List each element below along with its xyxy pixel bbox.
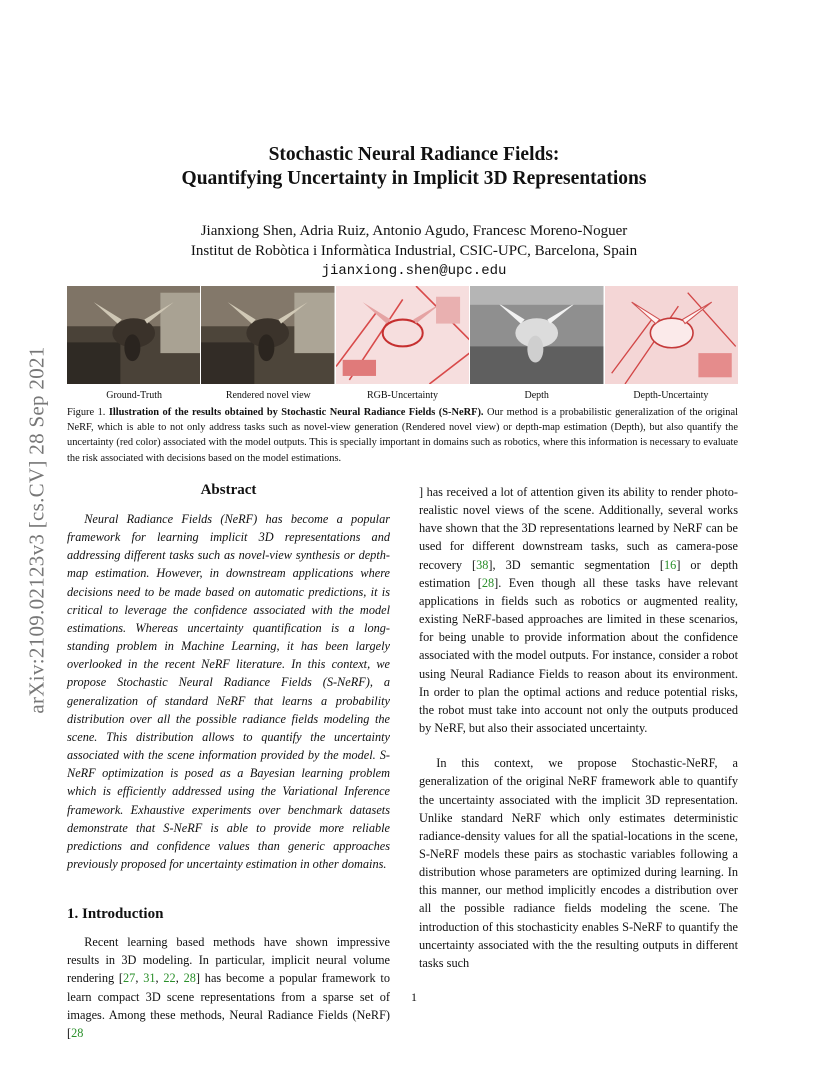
intro-text: ], 3D semantic segmentation [ xyxy=(488,557,665,572)
figure-1-caption xyxy=(67,405,738,466)
title-line-1: Stochastic Neural Radiance Fields: xyxy=(268,144,560,165)
intro-text: ] or depth estimation [ xyxy=(419,557,739,590)
panel-ground-truth-image xyxy=(67,286,200,384)
citation-link[interactable]: 38 xyxy=(476,557,489,572)
citation-link[interactable]: 16 xyxy=(664,557,677,572)
author-names: Jianxiong Shen, Adria Ruiz, Antonio Agudo, Francesc Moreno-Noguer xyxy=(200,223,628,239)
author-block xyxy=(0,221,828,281)
citation-link[interactable]: 22 xyxy=(163,971,176,986)
page-number: 1 xyxy=(411,990,417,1004)
citation-link[interactable]: 28 xyxy=(481,575,495,590)
figure-1-images xyxy=(67,286,738,384)
citation-link[interactable]: 27 xyxy=(123,971,136,986)
figure-1-panel-labels xyxy=(67,390,738,401)
panel-label: Rendered novel view xyxy=(225,390,311,401)
title-line-2: Quantifying Uncertainty in Implicit 3D Representations xyxy=(181,168,647,189)
panel-depth-image xyxy=(470,286,603,384)
author-email: jianxiong.shen@upc.edu xyxy=(321,263,507,279)
caption-text: Our method is a probabilistic generalization of the original NeRF, which is able to not only address tasks such as novel-view generation (Rendered novel view) or depth-map estimation (Depth), but also quantify the uncertainty (red color) associated with the model outputs. This is specially important in domains such as robotics, where this information is necessary to evaluate the risk associated with decisions based on the model estimations. xyxy=(67,407,739,464)
panel-depth-uncertainty-image xyxy=(605,286,738,384)
panel-rendered-novel-view-image xyxy=(201,286,334,384)
intro-paragraph-1-start: Recent learning based methods have shown impressive results in 3D modeling. In particular, implicit neural volume rendering [27, 31, 22, 28] has become a popular framework to learn compact 3D scene representations from a sparse set of images. Among these methods, Neural Radiance Fields (NeRF) [28 xyxy=(67,935,390,1040)
caption-bold: Illustration of the results obtained by Stochastic Neural Radiance Fields (S-NeRF). xyxy=(108,407,484,418)
panel-label: Depth-Uncertainty xyxy=(633,390,709,401)
intro-text: ] has become a popular framework to learn compact 3D scene representations from a sparse set of images. Among these methods, Neural Radiance Fields (NeRF) [ xyxy=(67,971,390,1040)
abstract-text: Neural Radiance Fields (NeRF) has become a popular framework for learning implicit 3D representations and addressing different tasks such as novel-view synthesis or depth-map estimation. However, in downstream applications where decisions need to be made based on automatic predictions, it is critical to leverage the confidence associated with the model estimations. Whereas uncertainty quantification is a long-standing problem in Machine Learning, it has been largely overlooked in the recent NeRF literature. In this context, we propose Stochastic Neural Radiance Fields (S-NeRF), a generalization of standard NeRF that learns a probability distribution over all the possible radiance fields modeling the scene. This distribution allows to quantify the uncertainty associated with the scene information provided by the model. S-NeRF optimization is posed as a Bayesian learning problem which is efficiently addressed using the Variational Inference framework. Exhaustive experiments over benchmark datasets demonstrate that S-NeRF is able to provide more reliable predictions and confidence values than generic approaches previously proposed for uncertainty estimation in other domains. xyxy=(67,512,390,871)
citation-link[interactable]: 28 xyxy=(71,1025,84,1040)
intro-text: ] has received a lot of attention given its ability to render photo-realistic novel views of the scene. Additionally, several works have shown that the 3D representations learned by NeRF can be used for different downstream tasks, such as camera-pose recovery [ xyxy=(419,485,738,572)
abstract-heading: Abstract xyxy=(200,482,257,498)
intro-text: Recent learning based methods have shown impressive results in 3D modeling. In particular, implicit neural volume rendering [ xyxy=(67,935,390,986)
citation-link[interactable]: 31 xyxy=(143,971,156,986)
intro-paragraph-2: In this context, we propose Stochastic-NeRF, a generalization of the original NeRF framework able to quantify the uncertainty associated with the implicit 3D representation. Unlike standard NeRF which only estimates deterministic radiance-density values for all the spatial-locations in the scene, S-NeRF models these pairs as stochastic variables following a distribution whose parameters are optimized during learning. In this manner, our method implicitly encodes a distribution over all the possible radiance fields modeling the scene. The introduction of this stochasticity enables S-NeRF to quantify the uncertainty associated with the the resulting outputs in different tasks such xyxy=(419,756,738,970)
right-column xyxy=(419,483,738,972)
affiliation: Institut de Robòtica i Informàtica Industrial, CSIC-UPC, Barcelona, Spain xyxy=(190,243,638,259)
panel-rgb-uncertainty-image xyxy=(336,286,469,384)
arxiv-sidebar xyxy=(24,290,50,770)
citation-link[interactable]: 28 xyxy=(183,971,196,986)
panel-label: RGB-Uncertainty xyxy=(366,390,439,401)
panel-label: Ground-Truth xyxy=(106,390,162,401)
panel-label: Depth xyxy=(524,390,549,401)
paper-title xyxy=(0,143,828,191)
left-column xyxy=(67,480,390,1042)
intro-text: ]. Even though all these tasks have relevant applications in fields such as robotics or augmented reality, existing NeRF-based approaches are limited in these scenarios, for being unable to provide information about the confidence associated with the model outputs. For instance, consider a robot using Neural Radiance Fields to reason about its environment. In order to plan the optimal actions and reduce potential risks, the robot must take into account not only the outputs produced by NeRF, but also their associated uncertainty. xyxy=(419,575,739,736)
caption-label: Figure 1. xyxy=(67,407,106,418)
arxiv-id: arXiv:2109.02123v3 [cs.CV] 28 Sep 2021 xyxy=(24,346,49,714)
section-heading-introduction: 1. Introduction xyxy=(67,906,164,923)
intro-paragraph-1-continued xyxy=(419,483,738,737)
